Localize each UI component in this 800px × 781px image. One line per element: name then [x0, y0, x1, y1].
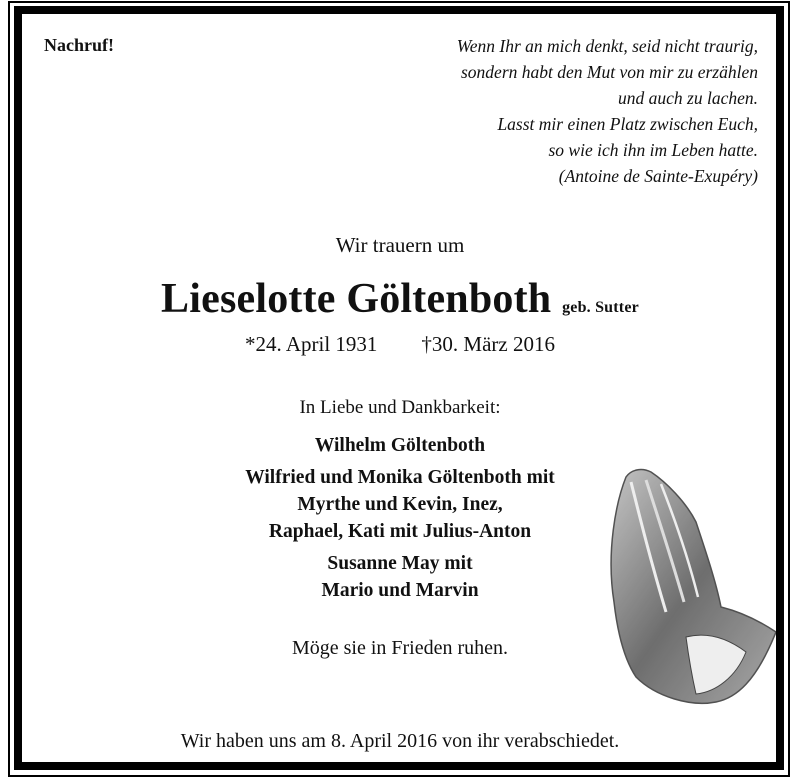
deceased-name: Lieselotte Göltenboth: [161, 276, 552, 322]
mourner-line: Wilfried und Monika Göltenboth mit: [245, 467, 555, 488]
mourner-line: Myrthe und Kevin, Inez,: [297, 494, 503, 515]
maiden-name: geb. Sutter: [562, 299, 639, 316]
quote-line: Lasst mir einen Platz zwischen Euch,: [497, 114, 758, 134]
mourner-group: [0, 432, 800, 459]
farewell-text: Wir haben uns am 8. April 2016 von ihr verabschiedet.: [180, 730, 620, 752]
obituary-label: Nachruf!: [44, 35, 114, 55]
deceased-name-line: [0, 275, 800, 323]
quote-line: Wenn Ihr an mich denkt, seid nicht traurig,: [456, 36, 758, 56]
life-dates: [0, 332, 800, 357]
praying-hands-icon: [596, 462, 776, 717]
death-date: †30. März 2016: [421, 332, 555, 356]
birth-date: *24. April 1931: [245, 332, 378, 356]
quote-author: (Antoine de Sainte-Exupéry): [558, 166, 758, 186]
mourner-line: Raphael, Kati mit Julius-Anton: [268, 521, 532, 542]
mourner-line: Wilhelm Göltenboth: [314, 435, 486, 456]
quote-line: so wie ich ihn im Leben hatte.: [548, 140, 758, 160]
quote-line: sondern habt den Mut von mir zu erzählen: [461, 62, 758, 82]
blessing-text: Möge sie in Frieden ruhen.: [291, 637, 509, 659]
quote-line: und auch zu lachen.: [618, 88, 758, 108]
mourners-heading: In Liebe und Dankbarkeit:: [299, 397, 501, 418]
mourner-line: Mario und Marvin: [321, 580, 479, 601]
intro-text: Wir trauern um: [335, 233, 465, 257]
mourner-line: Susanne May mit: [327, 553, 473, 574]
quote-block: [457, 33, 758, 189]
